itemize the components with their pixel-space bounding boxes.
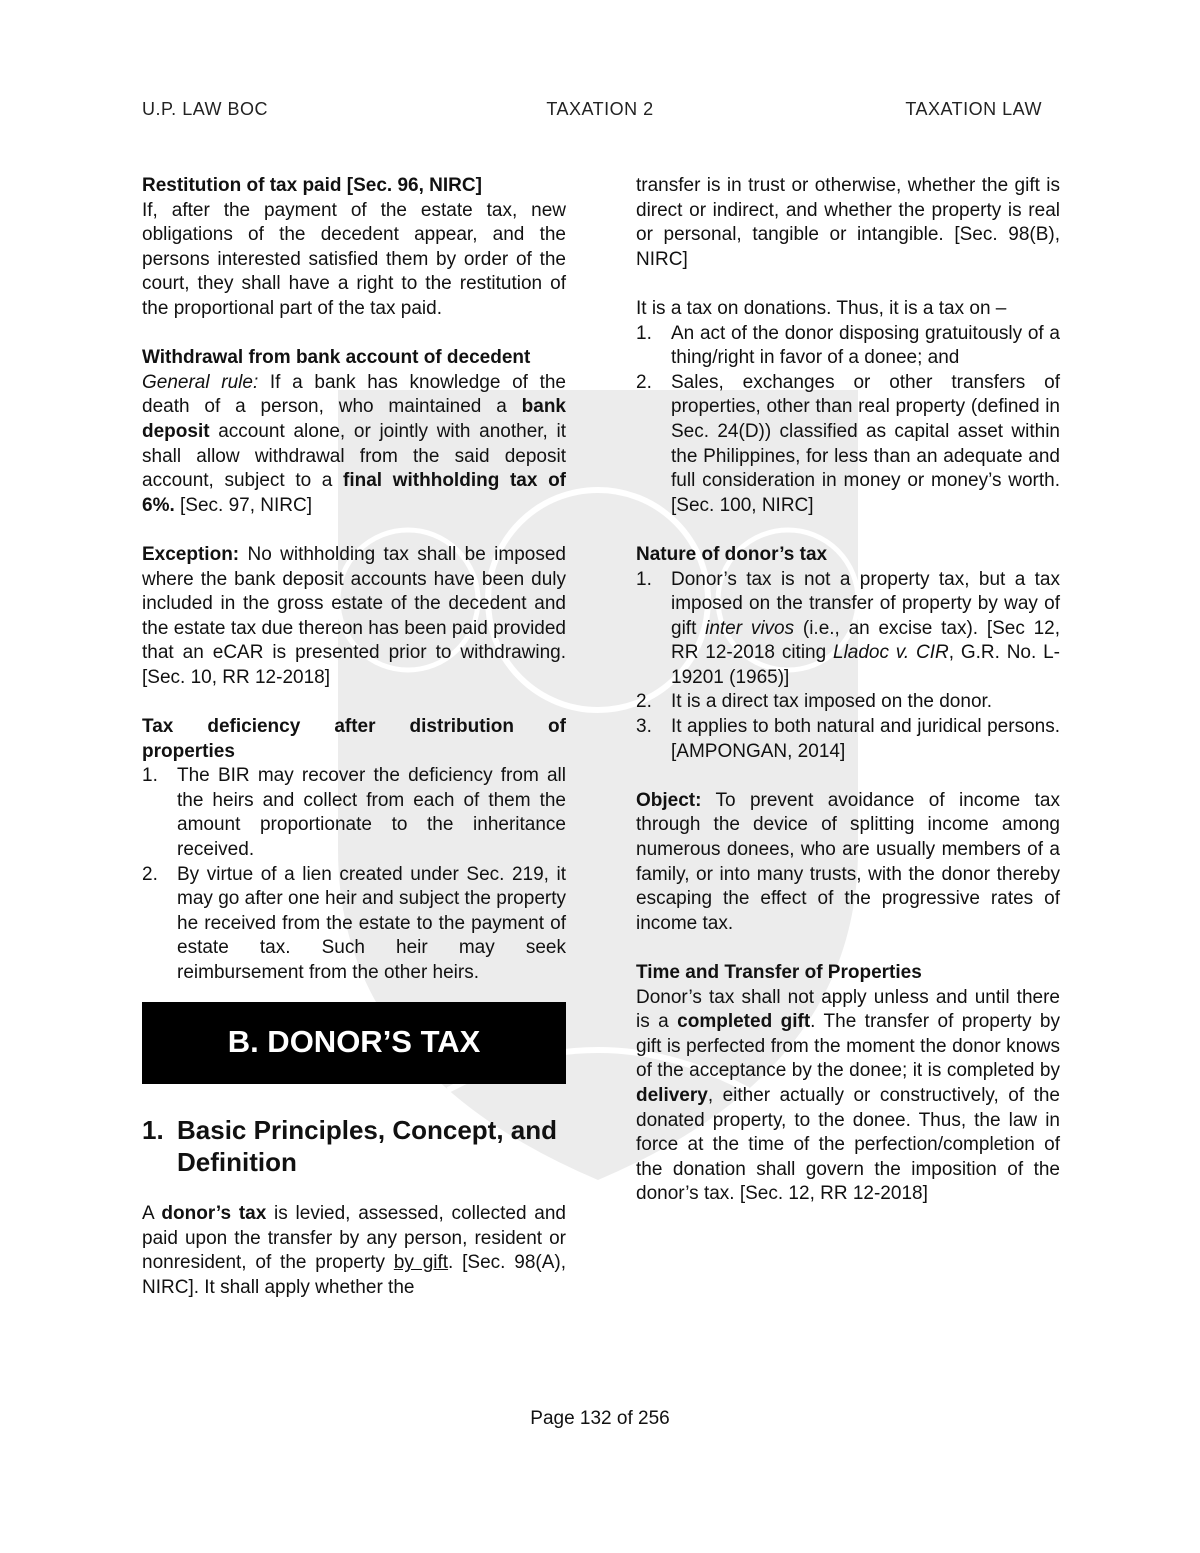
withdrawal-heading: Withdrawal from bank account of decedent: [142, 347, 531, 369]
deficiency-list: [142, 764, 566, 985]
exception-paragraph: Exception: No withholding tax shall be imposed where the bank deposit accounts have been duly included in the gross estate of the decedent and the estate tax due thereon has been paid provided that an eCAR is presented prior to withdrawing. [Sec. 10, RR 12-2018]: [142, 543, 566, 688]
restitution-body: If, after the payment of the estate tax, new obligations of the decedent appear, and the persons interested satisfied them by order of the court, they shall have a right to the restitution of the proportional part of the tax paid.: [142, 199, 566, 319]
object-paragraph: Object: To prevent avoidance of income tax through the device of splitting income among numerous donees, who are usually members of a family, or into many trusts, with the donor thereby escaping the effect of the progressive rates of income tax.: [636, 789, 1060, 934]
deficiency-heading-line2: properties: [142, 740, 235, 762]
donors-tax-definition: A donor’s tax is levied, assessed, collected and paid upon the transfer by any person, resident or nonresident, of the property by gift. [Sec. 98(A), NIRC]. It shall apply whether the: [142, 1203, 566, 1298]
time-transfer-body: Donor’s tax shall not apply unless and until there is a completed gift. The transfer of property by gift is perfected from the moment the donor knows of the acceptance by the donee; it is completed by delivery, either actually or constructively, of the donated property, to the donee. Thus, the law in force at the time of the perfection/completion of the donation shall govern the imposition of the donor’s tax. [Sec. 12, RR 12-2018]: [636, 986, 1060, 1205]
list-item: 1. The BIR may recover the deficiency from all the heirs and collect from each of them the amount proportionate to the inheritance received.: [142, 765, 566, 861]
withdrawal-body: General rule: If a bank has knowledge of the death of a person, who maintained a bank deposit account alone, or jointly with another, it shall allow withdrawal from the said deposit account, subject to a final withholding tax of 6%. [Sec. 97, NIRC]: [142, 371, 566, 516]
page-number: Page 132 of 256: [530, 1408, 670, 1429]
tax-on-list: [636, 322, 1060, 519]
left-column: [142, 174, 566, 1301]
list-item: 2. By virtue of a lien created under Sec. 219, it may go after one heir and subject the property he received from the estate to the payment of estate tax. Such heir may seek reimbursement from the other heirs.: [142, 863, 566, 983]
donors-tax-banner: B. DONOR’S TAX: [142, 1002, 566, 1084]
list-item: 2. Sales, exchanges or other transfers of properties, other than real property (defined in Sec. 24(D)) classified as capital asset within the Philippines, for less than an adequate and full consideration in money or money’s worth. [Sec. 100, NIRC]: [636, 371, 1060, 516]
header-left: U.P. LAW BOC: [142, 99, 269, 119]
list-item: 2. It is a direct tax imposed on the donor.: [636, 691, 993, 713]
nature-heading: Nature of donor’s tax: [636, 543, 828, 565]
list-item: 3. It applies to both natural and juridical persons. [AMPONGAN, 2014]: [636, 716, 1060, 762]
nature-list: [636, 568, 1060, 765]
tax-on-intro: It is a tax on donations. Thus, it is a tax on –: [636, 297, 1007, 319]
list-item: 1. Donor’s tax is not a property tax, but a tax imposed on the transfer of property by way of gift inter vivos (i.e., an excise tax). [Sec 12, RR 12-2018 citing Lladoc v. CIR, G.R. No. L-19201 (1965)]: [636, 568, 1061, 688]
section-heading: 1. Basic Principles, Concept, and Definition: [142, 1114, 557, 1177]
list-item: 1. An act of the donor disposing gratuitously of a thing/right in favor of a donee; and: [636, 322, 1060, 369]
deficiency-heading-line1: Tax deficiency after distribution of: [142, 716, 566, 738]
header-center: TAXATION 2: [546, 99, 654, 119]
header-right: TAXATION LAW: [905, 99, 1042, 119]
right-column: [636, 174, 1060, 1207]
continuation-paragraph: transfer is in trust or otherwise, whether the gift is direct or indirect, and whether the property is real or personal, tangible or intangible. [Sec. 98(B), NIRC]: [636, 175, 1060, 270]
time-transfer-heading: Time and Transfer of Properties: [636, 962, 922, 983]
restitution-heading: Restitution of tax paid [Sec. 96, NIRC]: [142, 175, 482, 196]
